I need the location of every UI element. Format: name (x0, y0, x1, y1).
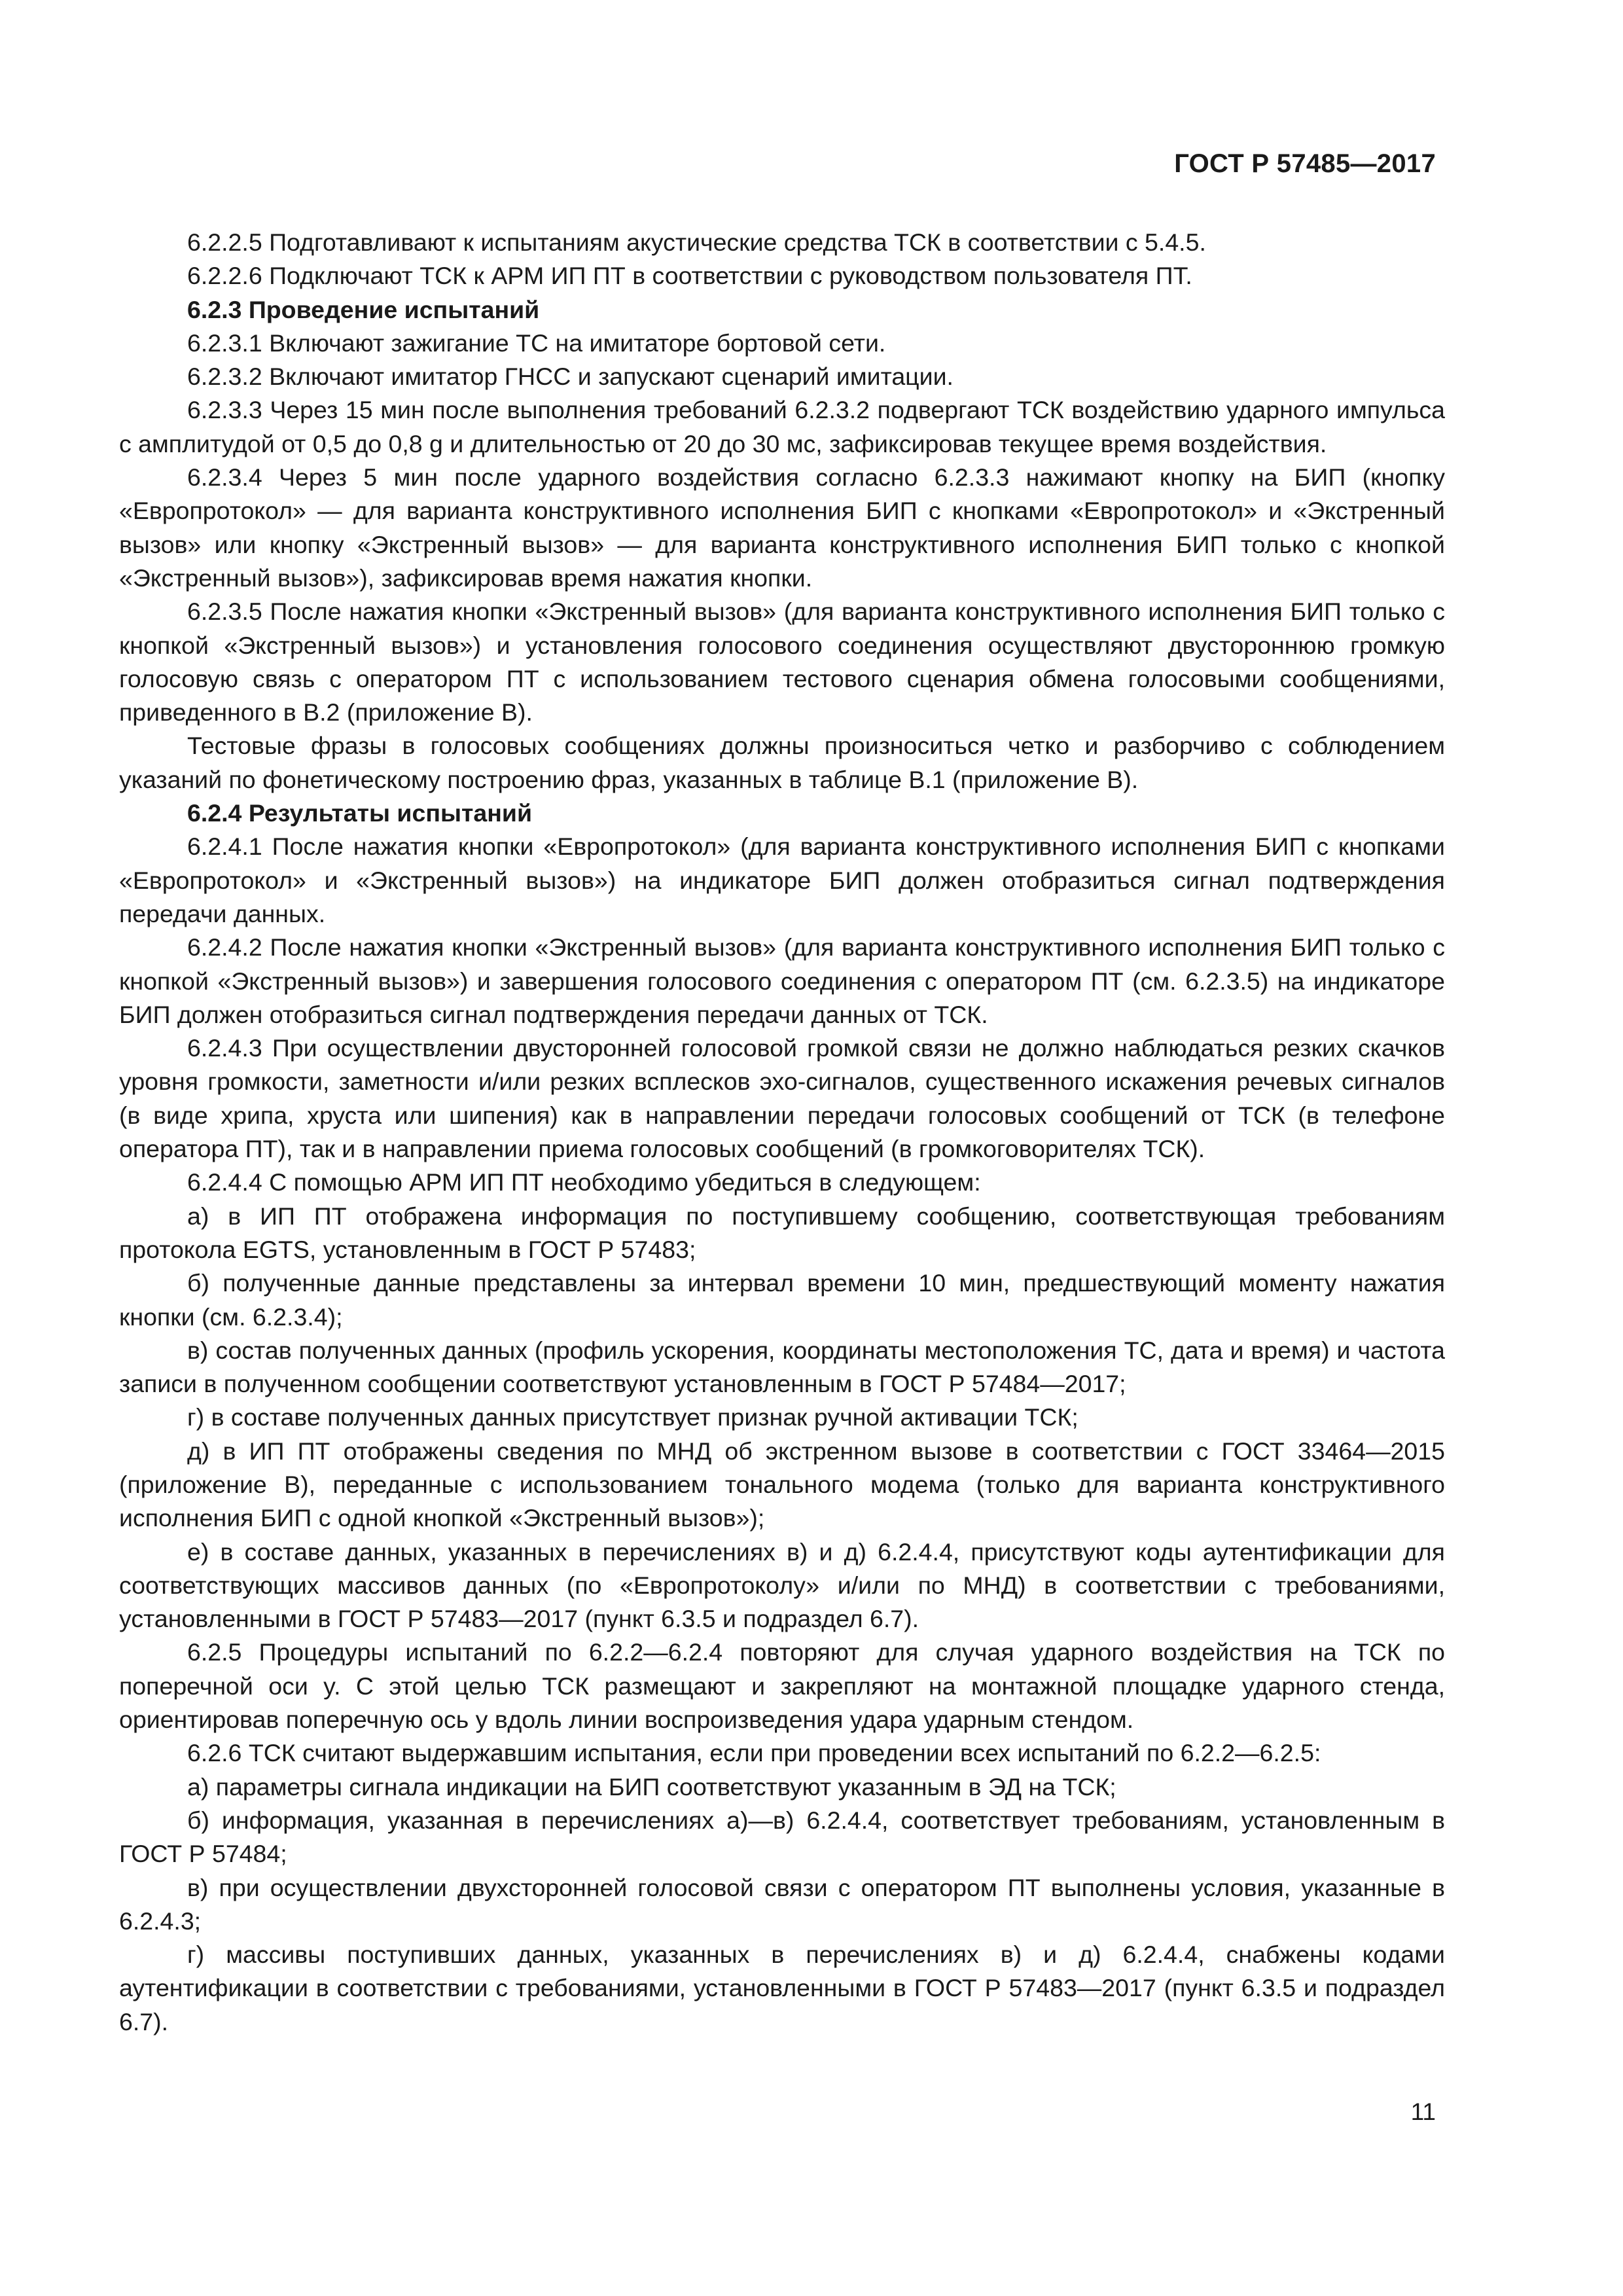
list-item: в) при осуществлении двухсторонней голосовой связи с оператором ПТ выполнены условия, указанные в 6.2.4.3; (119, 1873, 1445, 1935)
paragraph: 6.2.3.3 Через 15 мин после выполнения требований 6.2.3.2 подвергают ТСК воздействию ударного импульса с амплитудой от 0,5 до 0,8 g и длительностью от 20 до 30 мс, зафиксировав текущее время воздействия. (119, 396, 1445, 457)
list-item: б) полученные данные представлены за интервал времени 10 мин, предшествующий моменту нажатия кнопки (см. 6.2.3.4); (119, 1269, 1445, 1331)
list-item: в) состав полученных данных (профиль ускорения, координаты местоположения ТС, дата и время) и частота записи в полученном сообщении соответствуют установленным в ГОСТ Р 57484—2017; (119, 1336, 1445, 1398)
paragraph: 6.2.4.1 После нажатия кнопки «Европротокол» (для варианта конструктивного исполнения БИП с кнопками «Европротокол» и «Экстренный вызов») на индикаторе БИП должен отобразиться сигнал подтверждения передачи данных. (119, 833, 1445, 927)
list-item: е) в составе данных, указанных в перечислениях в) и д) 6.2.4.4, присутствуют коды аутентификации для соответствующих массивов данных (по «Европротоколу» и/или по МНД) в соответствии с требованиями, установленными в ГОСТ Р 57483—2017 (пункт 6.3.5 и подраздел 6.7). (119, 1537, 1445, 1633)
paragraph: 6.2.6 ТСК считают выдержавшим испытания, если при проведении всех испытаний по 6.2.2—6.2.5: (187, 1739, 1321, 1767)
body-text (119, 226, 1445, 2039)
paragraph: 6.2.2.5 Подготавливают к испытаниям акустические средства ТСК в соответствии с 5.4.5. (187, 228, 1206, 256)
paragraph: 6.2.4.2 После нажатия кнопки «Экстренный вызов» (для варианта конструктивного исполнения БИП только с кнопкой «Экстренный вызов») и завершения голосового соединения с оператором ПТ (см. 6.2.3.5) на индикаторе БИП должен отобразиться сигнал подтверждения передачи данных от ТСК. (119, 933, 1445, 1028)
list-item: б) информация, указанная в перечислениях а)—в) 6.2.4.4, соответствует требованиям, установленным в ГОСТ Р 57484; (119, 1806, 1445, 1868)
paragraph: 6.2.3.2 Включают имитатор ГНСС и запускают сценарий имитации. (187, 363, 954, 391)
paragraph: Тестовые фразы в голосовых сообщениях должны произноситься четко и разборчиво с соблюдением указаний по фонетическому построению фраз, указанных в таблице В.1 (приложение В). (119, 732, 1445, 793)
list-item: а) параметры сигнала индикации на БИП соответствуют указанным в ЭД на ТСК; (187, 1772, 1116, 1801)
page-number: 11 (1410, 2098, 1436, 2125)
paragraph: 6.2.5 Процедуры испытаний по 6.2.2—6.2.4 повторяют для случая ударного воздействия на ТСК по поперечной оси y. С этой целью ТСК размещают и закрепляют на монтажной площадке ударного стенда, ориентировав поперечную ось y вдоль линии воспроизведения удара ударным стендом. (119, 1638, 1445, 1734)
paragraph: 6.2.3.4 Через 5 мин после ударного воздействия согласно 6.2.3.3 нажимают кнопку на БИП (кнопку «Европротокол» — для варианта конструктивного исполнения БИП с кнопками «Европротокол» и «Экстренный вызов» или кнопку «Экстренный вызов» — для варианта конструктивного исполнения БИП только с кнопкой «Экстренный вызов»), зафиксировав время нажатия кнопки. (119, 463, 1445, 592)
list-item: г) массивы поступивших данных, указанных в перечислениях в) и д) 6.2.4.4, снабжены кодами аутентификации в соответствии с требованиями, установленными в ГОСТ Р 57483—2017 (пункт 6.3.5 и подраздел 6.7). (119, 1941, 1445, 2036)
document-code-header: ГОСТ Р 57485—2017 (1174, 149, 1436, 178)
paragraph: 6.2.4.4 С помощью АРМ ИП ПТ необходимо убедиться в следующем: (187, 1168, 981, 1196)
list-item: г) в составе полученных данных присутствует признак ручной активации ТСК; (187, 1403, 1079, 1431)
paragraph: 6.2.3.5 После нажатия кнопки «Экстренный вызов» (для варианта конструктивного исполнения БИП только с кнопкой «Экстренный вызов») и установления голосового соединения осуществляют двустороннюю громкую голосовую связь с оператором ПТ с использованием тестового сценария обмена голосовыми сообщениями, приведенного в В.2 (приложение В). (119, 598, 1445, 726)
paragraph: 6.2.3.1 Включают зажигание ТС на имитаторе бортовой сети. (187, 329, 886, 357)
list-item: а) в ИП ПТ отображена информация по поступившему сообщению, соответствующая требованиям протокола EGTS, установленным в ГОСТ Р 57483; (119, 1202, 1445, 1263)
section-heading: 6.2.3 Проведение испытаний (187, 295, 540, 323)
paragraph: 6.2.4.3 При осуществлении двусторонней голосовой громкой связи не должно наблюдаться резких скачков уровня громкости, заметности и/или резких всплесков эхо-сигналов, существенного искажения речевых сигналов (в виде хрипа, хруста или шипения) как в направлении передачи голосовых сообщений от ТСК (в телефоне оператора ПТ), так и в направлении приема голосовых сообщений (в громкоговорителях ТСК). (119, 1034, 1445, 1163)
list-item: д) в ИП ПТ отображены сведения по МНД об экстренном вызове в соответствии с ГОСТ 33464—2015 (приложение В), переданные с использованием тонального модема (только для варианта конструктивного исполнения БИП с одной кнопкой «Экстренный вызов»); (119, 1437, 1445, 1532)
paragraph: 6.2.2.6 Подключают ТСК к АРМ ИП ПТ в соответствии с руководством пользователя ПТ. (187, 262, 1192, 290)
section-heading: 6.2.4 Результаты испытаний (187, 799, 532, 827)
